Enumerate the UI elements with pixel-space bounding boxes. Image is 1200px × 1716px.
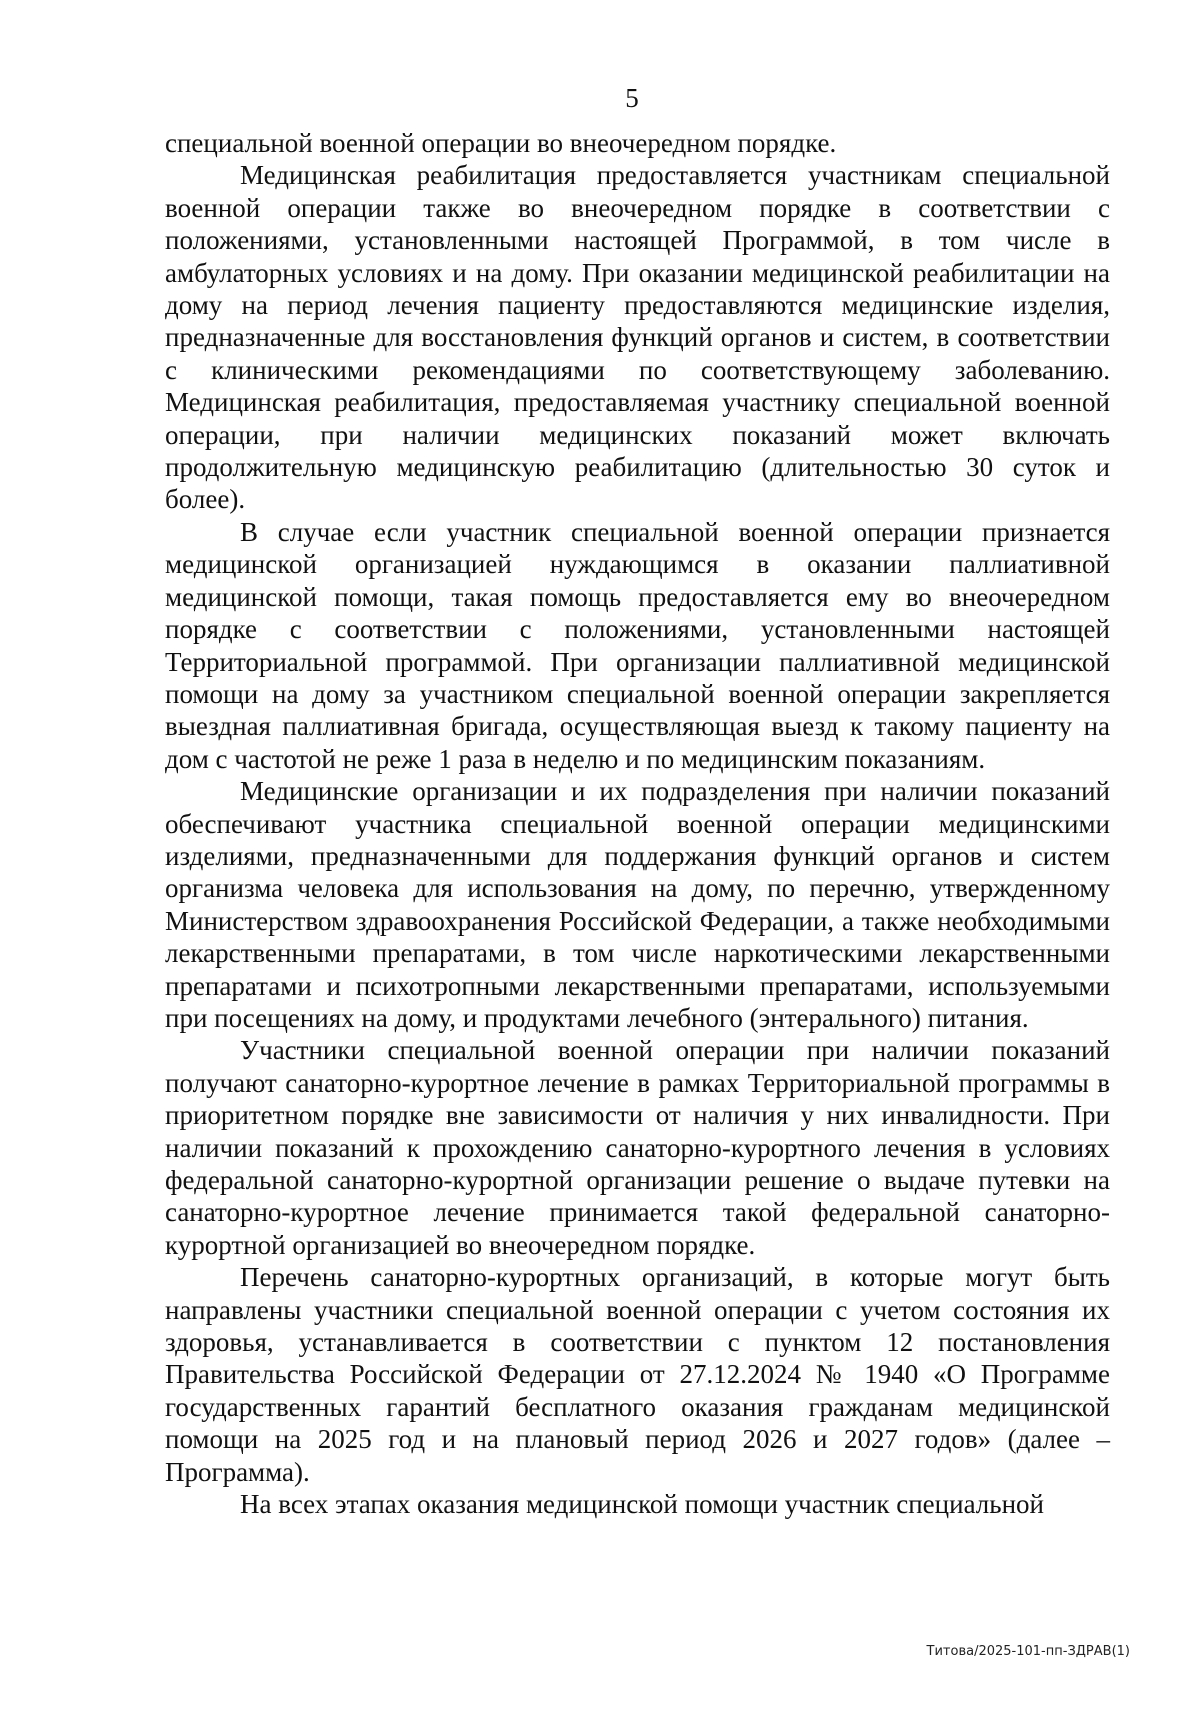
- paragraph-sanatorium-list: Перечень санаторно-курортных организаций, в которые могут быть направлены участники специальной военной операции с учетом состояния их здоровья, устанавливается в соответствии с пунктом 12 постановления Правительства Российской Федерации от 27.12.2024 № 1940 «О Программе государственных гарантий бесплатного оказания гражданам медицинской помощи на 2025 год и на плановый период 2026 и 2027 годов» (далее – Программа).: [165, 1262, 1110, 1487]
- page-number: 5: [625, 83, 639, 113]
- paragraph-medical-devices: Медицинские организации и их подразделения при наличии показаний обеспечивают участника специальной военной операции медицинскими изделиями, предназначенными для поддержания функций органов и систем организма человека для использования на дому, по перечню, утвержденному Министерством здравоохранения Российской Федерации, а также необходимыми лекарственными препаратами, в том числе наркотическими лекарственными препаратами и психотропными лекарственными препаратами, используемыми при посещениях на дому, и продуктами лечебного (энтерального) питания.: [165, 776, 1110, 1033]
- document-body: [165, 127, 1110, 1520]
- document-footer-code: Титова/2025-101-пп-ЗДРАВ(1): [926, 1644, 1130, 1659]
- paragraph-palliative-care: В случае если участник специальной военной операции признается медицинской организацией нуждающимся в оказании паллиативной медицинской помощи, такая помощь предоставляется ему во внеочередном порядке с соответствии с положениями, установленными настоящей Территориальной программой. При организации паллиативной медицинской помощи на дому за участником специальной военной операции закрепляется выездная паллиативная бригада, осуществляющая выезд к такому пациенту на дом с частотой не реже 1 раза в неделю и по медицинским показаниям.: [165, 516, 1110, 774]
- paragraph-continuation: специальной военной операции во внеочередном порядке.: [165, 128, 837, 158]
- paragraph-all-stages: На всех этапах оказания медицинской помощи участник специальной: [240, 1489, 1044, 1520]
- paragraph-medical-rehabilitation: Медицинская реабилитация предоставляется участникам специальной военной операции также во внеочередном порядке в соответствии с положениями, установленными настоящей Программой, в том числе в амбулаторных условиях и на дому. При оказании медицинской реабилитации на дому на период лечения пациенту предоставляются медицинские изделия, предназначенные для восстановления функций органов и систем, в соответствии с клиническими рекомендациями по соответствующему заболеванию. Медицинская реабилитация, предоставляемая участнику специальной военной операции, при наличии медицинских показаний может включать продолжительную медицинскую реабилитацию (длительностью 30 суток и более).: [165, 160, 1110, 515]
- paragraph-sanatorium-treatment: Участники специальной военной операции при наличии показаний получают санаторно-курортное лечение в рамках Территориальной программы в приоритетном порядке вне зависимости от наличия у них инвалидности. При наличии показаний к прохождению санаторно-курортного лечения в условиях федеральной санаторно-курортной организации решение о выдаче путевки на санаторно-курортное лечение принимается такой федеральной санаторно-курортной организацией во внеочередном порядке.: [165, 1035, 1110, 1260]
